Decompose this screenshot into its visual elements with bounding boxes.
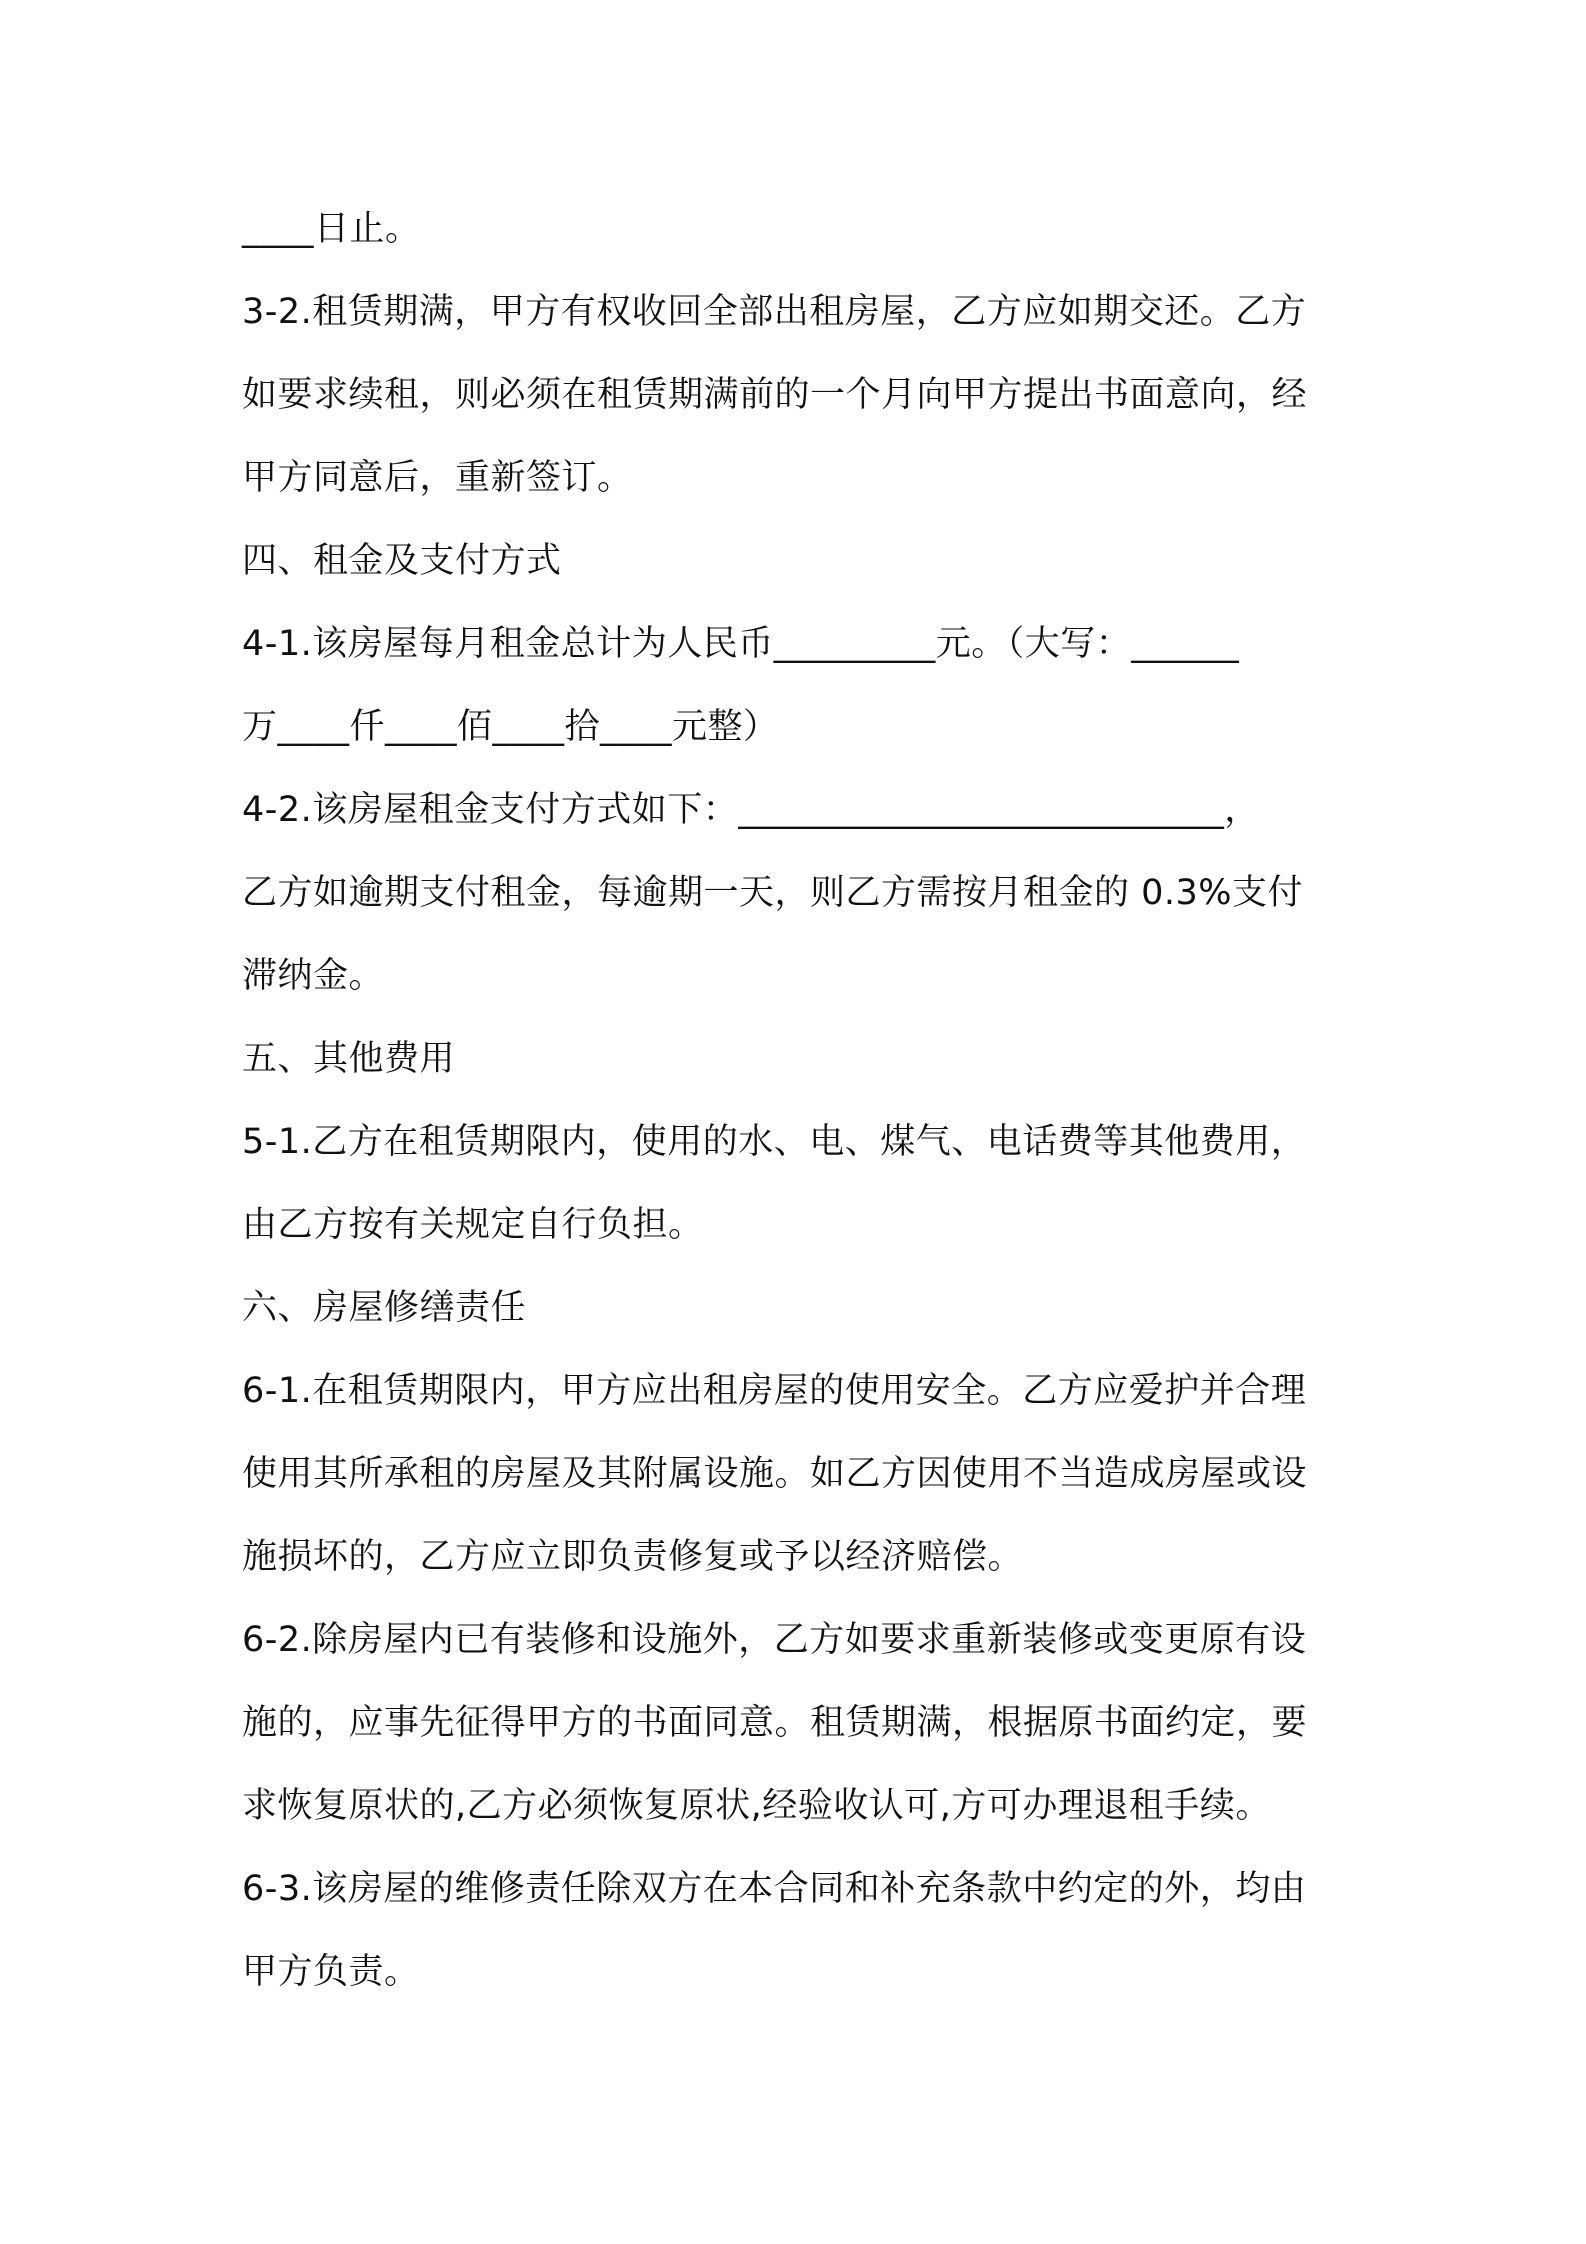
section-heading-rent: 四、租金及支付方式 xyxy=(242,541,562,581)
clause-4-1: 4-1.该房屋每月租金总计为人民币_________元。（大写：______ xyxy=(242,624,1240,664)
section-heading-other-fees: 五、其他费用 xyxy=(242,1039,456,1079)
text-line: 乙方如逾期支付租金，每逾期一天，则乙方需按月租金的 0.3%支付 xyxy=(242,873,1304,913)
text-line: 如要求续租，则必须在租赁期满前的一个月向甲方提出书面意向，经 xyxy=(242,375,1308,415)
text-line: 施损坏的，乙方应立即负责修复或予以经济赔偿。 xyxy=(242,1537,1024,1577)
clause-6-2: 6-2.除房屋内已有装修和设施外，乙方如要求重新装修或变更原有设 xyxy=(242,1620,1307,1660)
text-line: 万____仟____佰____拾____元整） xyxy=(242,707,779,747)
text-line: 甲方同意后，重新签订。 xyxy=(242,458,633,498)
clause-3-2: 3-2.租赁期满，甲方有权收回全部出租房屋，乙方应如期交还。乙方 xyxy=(242,292,1307,332)
clause-6-3: 6-3.该房屋的维修责任除双方在本合同和补充条款中约定的外，均由 xyxy=(242,1869,1307,1909)
text-line: 由乙方按有关规定自行负担。 xyxy=(242,1205,704,1245)
clause-5-1: 5-1.乙方在租赁期限内，使用的水、电、煤气、电话费等其他费用， xyxy=(242,1122,1307,1162)
text-line: 使用其所承租的房屋及其附属设施。如乙方因使用不当造成房屋或设 xyxy=(242,1454,1308,1494)
text-line: 求恢复原状的,乙方必须恢复原状,经验收认可,方可办理退租手续。 xyxy=(242,1786,1271,1826)
clause-6-1: 6-1.在租赁期限内，甲方应出租房屋的使用安全。乙方应爱护并合理 xyxy=(242,1371,1307,1411)
clause-4-2: 4-2.该房屋租金支付方式如下：___________________________， xyxy=(242,790,1260,830)
text-line: 甲方负责。 xyxy=(242,1952,420,1992)
section-heading-repair: 六、房屋修缮责任 xyxy=(242,1288,527,1328)
text-line: 滞纳金。 xyxy=(242,956,385,996)
text-line: ____日止。 xyxy=(242,209,421,249)
text-line: 施的，应事先征得甲方的书面同意。租赁期满，根据原书面约定，要 xyxy=(242,1703,1308,1743)
